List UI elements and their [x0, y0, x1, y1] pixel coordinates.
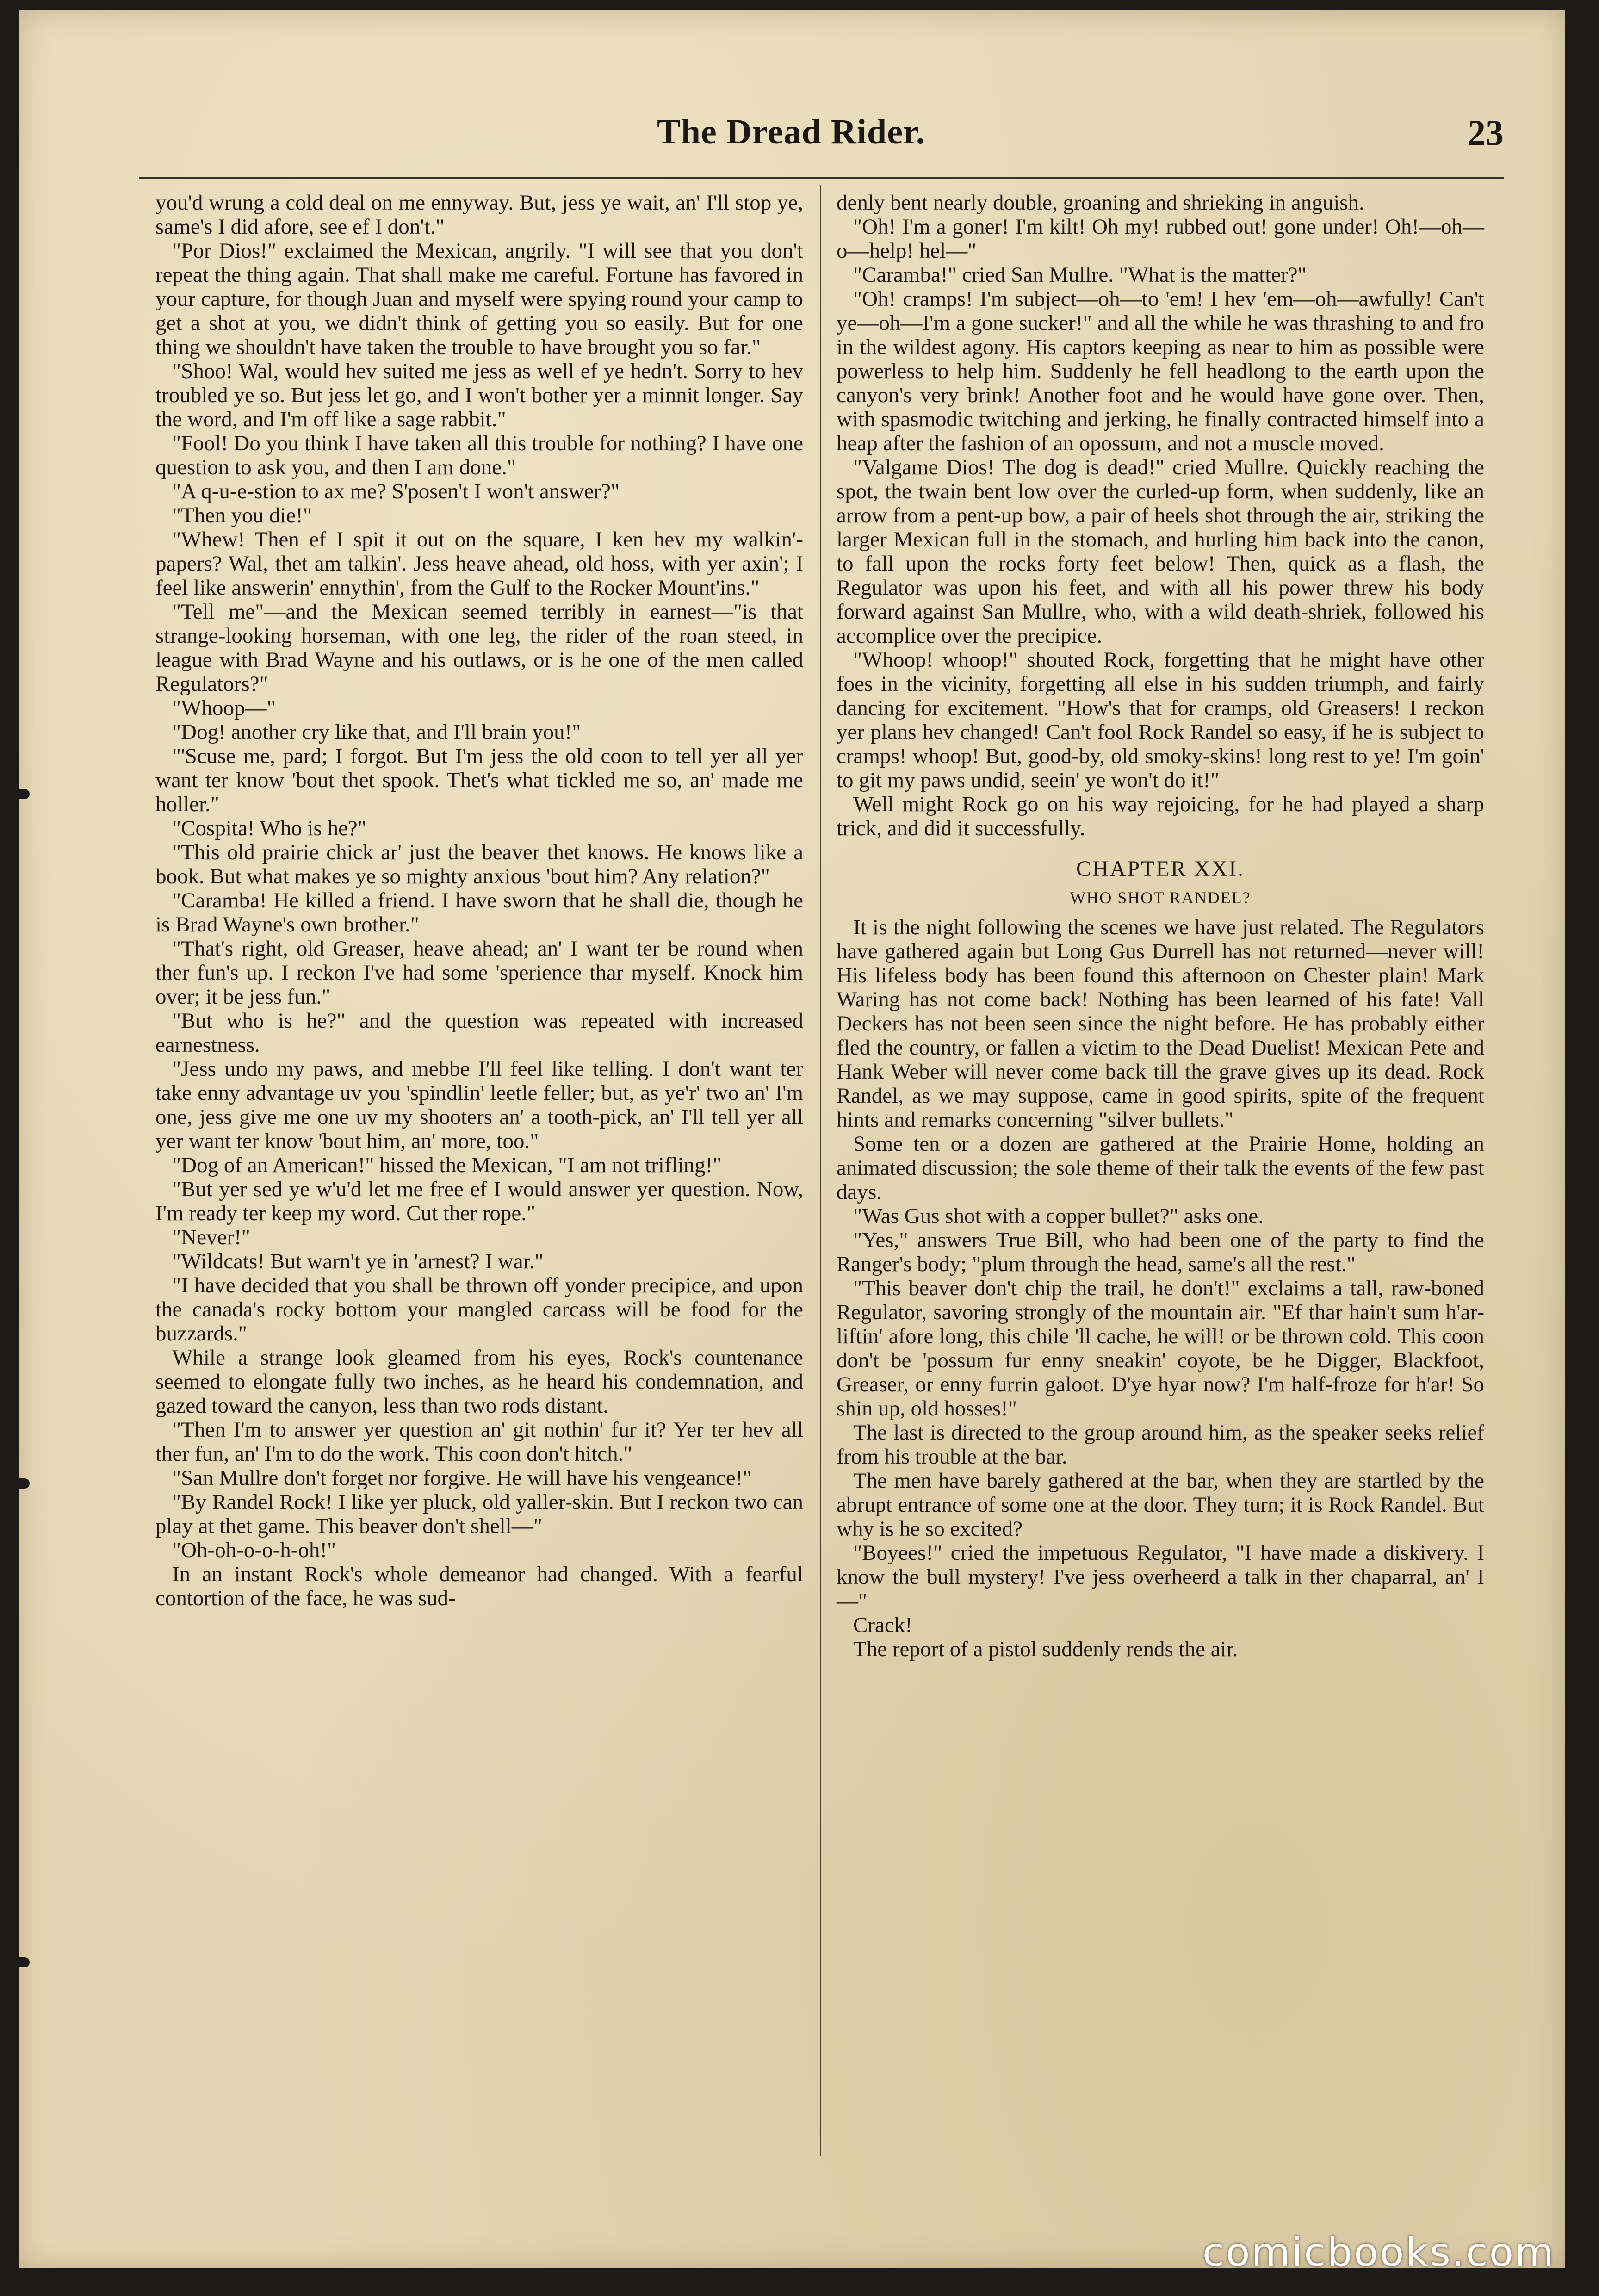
paragraph: "A q-u-e-stion to ax me? S'posen't I won't answer?" [172, 479, 620, 503]
paragraph: "By Randel Rock! I like yer pluck, old yaller-skin. But I reckon two can play at thet game. This beaver don't shell—" [155, 1490, 803, 1538]
paragraph: "Whoop—" [172, 696, 276, 720]
paragraph: "Yes," answers True Bill, who had been one of the party to find the Ranger's body; "plum through the head, same's all the rest." [837, 1228, 1484, 1276]
paragraph: "I have decided that you shall be thrown off yonder precipice, and upon the canada's rocky bottom your mangled carcass will be food for the buzzards." [155, 1273, 803, 1346]
binding-thread-mark [8, 1478, 30, 1489]
chapter-subtitle: WHO SHOT RANDEL? [1070, 888, 1251, 907]
paragraph: "Oh! cramps! I'm subject—oh—to 'em! I hev 'em—oh—awfully! Can't ye—oh—I'm a gone sucker!" and all the while he was thrashing to and fro in the wildest agony. His captors keeping as near to him as possible were powerless to help him. Suddenly he fell headlong to the earth upon the canyon's very brink! Another foot and he would have gone over. Then, with spasmodic twitching and jerking, he finally contracted himself into a heap after the fashion of an opossum, and not a muscle moved. [837, 287, 1484, 455]
page-header [139, 107, 1504, 177]
paragraph: "But who is he?" and the question was repeated with increased earnestness. [155, 1009, 803, 1057]
paragraph: The report of a pistol suddenly rends the air. [853, 1637, 1238, 1661]
paragraph: "Oh-oh-o-o-h-oh!" [172, 1538, 336, 1562]
paragraph: "That's right, old Greaser, heave ahead; an' I want ter be round when ther fun's up. I reckon I've had some 'sperience thar myself. Knock him over; it be jess fun." [155, 937, 803, 1009]
paragraph: "Wildcats! But warn't ye in 'arnest? I war." [172, 1249, 544, 1273]
paragraph: "Fool! Do you think I have taken all this trouble for nothing? I have one question to ask you, and then I am done." [155, 431, 803, 479]
paragraph: "Cospita! Who is he?" [172, 816, 366, 840]
paragraph: "Valgame Dios! The dog is dead!" cried Mullre. Quickly reaching the spot, the twain bent low over the curled-up form, when suddenly, like an arrow from a pent-up bow, a pair of heels shot through the air, striking the larger Mexican full in the stomach, and hurling him back into the canon, to fall upon the rocks forty feet below! Then, quick as a flash, the Regulator was upon his feet, and with all his power threw his body forward against San Mullre, who, with a wild death-shriek, followed his accomplice over the precipice. [837, 455, 1484, 648]
header-rule [139, 177, 1504, 179]
watermark: comicbooks.com [1202, 2229, 1555, 2276]
paragraph: "Por Dios!" exclaimed the Mexican, angrily. "I will see that you don't repeat the thing again. That shall make me careful. Fortune has favored in your capture, for though Juan and myself were spying round your camp to get a shot at you, we didn't think of getting you so easily. But for one thing we shouldn't have taken the trouble to have brought you so far." [155, 239, 803, 359]
column-divider [820, 185, 821, 2156]
left-column [155, 191, 803, 1610]
paragraph: In an instant Rock's whole demeanor had changed. With a fearful contortion of the face, he was sud- [155, 1562, 803, 1610]
paragraph: "Oh! I'm a goner! I'm kilt! Oh my! rubbed out! gone under! Oh!—oh—o—help! hel—" [837, 215, 1484, 263]
paragraph: "This beaver don't chip the trail, he don't!" exclaims a tall, raw-boned Regulator, savoring strongly of the mountain air. "Ef thar hain't sum h'ar-liftin' afore long, this chile 'll cache, he will! or be thrown cold. This coon don't be 'possum fur enny sneakin' coyote, be he Digger, Blackfoot, Greaser, or enny furrin galoot. D'ye hyar now? I'm half-froze for h'ar! So shin up, old hosses!" [837, 1276, 1484, 1421]
paragraph: denly bent nearly double, groaning and shrieking in anguish. [837, 191, 1364, 215]
paragraph: "'Scuse me, pard; I forgot. But I'm jess the old coon to tell yer all yer want ter know 'bout thet spook. Thet's what tickled me so, an' made me holler." [155, 744, 803, 816]
paragraph: "Whoop! whoop!" shouted Rock, forgetting that he might have other foes in the vicinity, forgetting all else in his sudden triumph, and fairly dancing for excitement. "How's that for cramps, old Greasers! I reckon yer plans hev changed! Can't fool Rock Randel so easy, if he is subject to cramps! whoop! But, good-by, old smoky-skins! long rest to ye! I'm goin' to git my paws undid, seein' ye won't do it!" [837, 648, 1484, 792]
paragraph: The last is directed to the group around him, as the speaker seeks relief from his trouble at the bar. [837, 1421, 1484, 1469]
paragraph: "But yer sed ye w'u'd let me free ef I would answer yer question. Now, I'm ready ter keep my word. Cut ther rope." [155, 1177, 803, 1225]
paragraph: It is the night following the scenes we have just related. The Regulators have gathered again but Long Gus Durrell has not returned—never will! His lifeless body has been found this afternoon on Chester plain! Mark Waring has not come back! Nothing has been learned of his fate! Vall Deckers has not been seen since the night before. He has probably either fled the country, or fallen a victim to the Dead Duelist! Mexican Pete and Hank Weber will never come back till the grave gives up its dead. Rock Randel, as we may suppose, came in good spirits, spite of the frequent hints and remarks concerning "silver bullets." [837, 915, 1484, 1132]
paragraph: "Whew! Then ef I spit it out on the square, I ken hev my walkin'-papers? Wal, thet am talkin'. Jess heave ahead, old hoss, with yer axin'; I feel like answerin' ennythin', from the Gulf to the Rocker Mount'ins." [155, 527, 803, 600]
paragraph: "Caramba! He killed a friend. I have sworn that he shall die, though he is Brad Wayne's own brother." [155, 888, 803, 937]
running-title: The Dread Rider. [657, 112, 925, 151]
binding-thread-mark [8, 789, 30, 799]
binding-thread-mark [8, 1957, 30, 1967]
paragraph: "Shoo! Wal, would hev suited me jess as well ef ye hedn't. Sorry to hev troubled ye so. But jess let go, and I won't bother yer a minnit longer. Say the word, and I'm off like a sage rabbit." [155, 359, 803, 431]
paragraph: "Caramba!" cried San Mullre. "What is the matter?" [853, 263, 1307, 287]
paragraph: Crack! [853, 1613, 912, 1637]
paragraph: While a strange look gleamed from his eyes, Rock's countenance seemed to elongate fully two inches, as he heard his condemnation, and gazed toward the canyon, less than two rods distant. [155, 1346, 803, 1418]
paragraph: "This old prairie chick ar' just the beaver thet knows. He knows like a book. But what makes ye so mighty anxious 'bout him? Any relation?" [155, 840, 803, 888]
paragraph: "Was Gus shot with a copper bullet?" asks one. [853, 1204, 1264, 1228]
chapter-title: CHAPTER XXI. [1076, 856, 1245, 881]
paragraph: Some ten or a dozen are gathered at the Prairie Home, holding an animated discussion; the sole theme of their talk the events of the few past days. [837, 1132, 1484, 1204]
paragraph: "Then you die!" [172, 503, 312, 527]
paragraph: "Dog! another cry like that, and I'll brain you!" [172, 720, 581, 744]
paragraph: "Never!" [172, 1225, 250, 1249]
paragraph: "San Mullre don't forget nor forgive. He will have his vengeance!" [172, 1466, 752, 1490]
paragraph: "Then I'm to answer yer question an' git nothin' fur it? Yer ter hev all ther fun, an' I'm to do the work. This coon don't hitch." [155, 1418, 803, 1466]
right-column [837, 191, 1484, 1661]
page-number: 23 [1468, 112, 1504, 153]
paragraph: you'd wrung a cold deal on me ennyway. But, jess ye wait, an' I'll stop ye, same's I did afore, see ef I don't." [155, 191, 803, 239]
paragraph: Well might Rock go on his way rejoicing, for he had played a sharp trick, and did it successfully. [837, 792, 1484, 840]
paragraph: The men have barely gathered at the bar, when they are startled by the abrupt entrance of some one at the door. They turn; it is Rock Randel. But why is he so excited? [837, 1469, 1484, 1541]
paragraph: "Dog of an American!" hissed the Mexican, "I am not trifling!" [172, 1153, 722, 1177]
paragraph: "Boyees!" cried the impetuous Regulator, "I have made a diskivery. I know the bull mystery! I've jess overheerd a talk in ther chaparral, an' I—" [837, 1541, 1484, 1613]
paragraph: "Jess undo my paws, and mebbe I'll feel like telling. I don't want ter take enny advantage uv you 'spindlin' leetle feller; but, as ye'r' two an' I'm one, jess give me one uv my shooters an' a tooth-pick, an' I'll tell yer all yer want ter know 'bout him, an' more, too." [155, 1057, 803, 1153]
paragraph: "Tell me"—and the Mexican seemed terribly in earnest—"is that strange-looking horseman, with one leg, the rider of the roan steed, in league with Brad Wayne and his outlaws, or is he one of the men called Regulators?" [155, 600, 803, 696]
